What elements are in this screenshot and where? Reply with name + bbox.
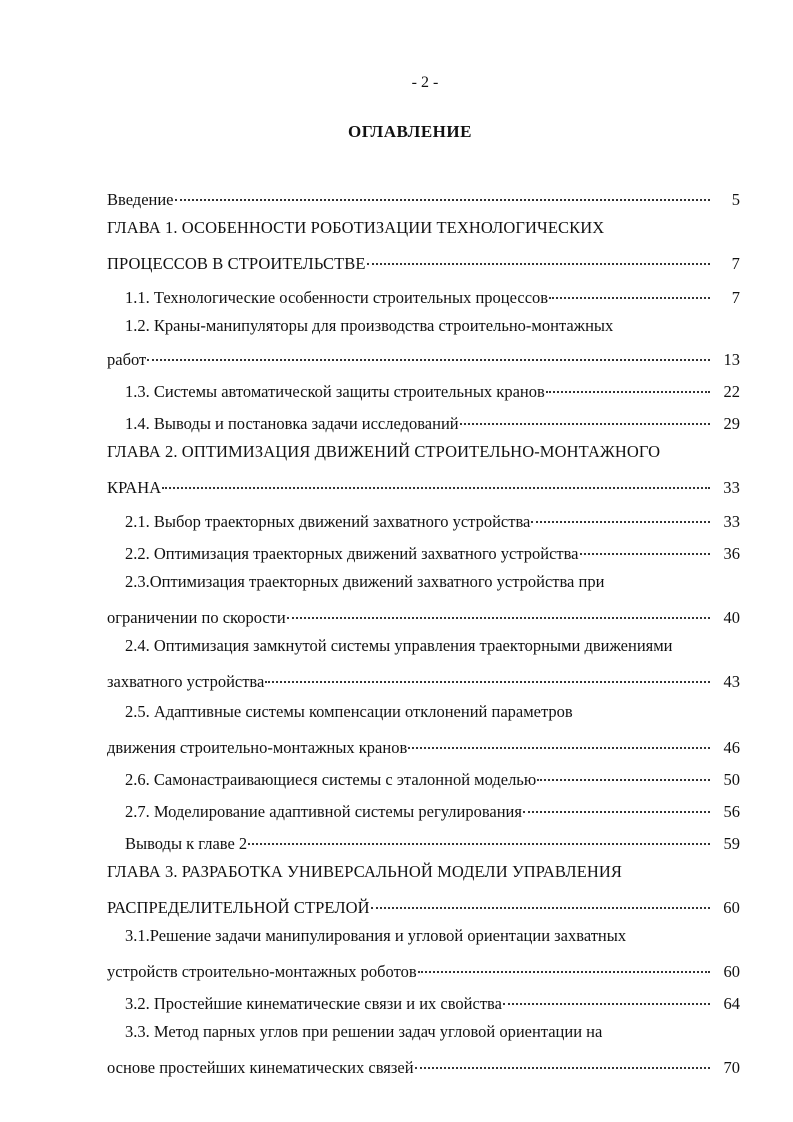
toc-entry: работ 13 <box>107 346 740 370</box>
toc-entry: 1.4. Выводы и постановка задачи исследований 29 <box>125 410 740 434</box>
toc-chapter-heading: ГЛАВА 1. ОСОБЕННОСТИ РОБОТИЗАЦИИ ТЕХНОЛОГИЧЕСКИХ <box>107 218 605 237</box>
toc-chapter-heading: ГЛАВА 3. РАЗРАБОТКА УНИВЕРСАЛЬНОЙ МОДЕЛИ УПРАВЛЕНИЯ <box>107 862 623 881</box>
toc-entry: Введение 5 <box>107 186 740 210</box>
toc-chapter-heading: ГЛАВА 2. ОПТИМИЗАЦИЯ ДВИЖЕНИЙ СТРОИТЕЛЬНО-МОНТАЖНОГО <box>107 442 661 461</box>
toc-entry: движения строительно-монтажных кранов 46 <box>107 734 740 758</box>
toc-entry-line: 2.3.Оптимизация траекторных движений захватного устройства при <box>125 572 605 591</box>
toc-entry: 2.2. Оптимизация траекторных движений захватного устройства 36 <box>125 540 740 564</box>
page-number: - 2 - <box>411 74 439 91</box>
toc-entry: основе простейших кинематических связей 70 <box>107 1054 740 1078</box>
toc-title: ОГЛАВЛЕНИЕ <box>348 122 472 141</box>
toc-entry-line: 2.4. Оптимизация замкнутой системы управления траекторными движениями <box>125 636 673 655</box>
toc-entry-line: 2.5. Адаптивные системы компенсации отклонений параметров <box>125 702 573 721</box>
toc-entry-line: 1.2. Краны-манипуляторы для производства строительно-монтажных <box>125 316 614 335</box>
toc-entry: 1.1. Технологические особенности строительных процессов 7 <box>125 284 740 308</box>
toc-entry: 3.2. Простейшие кинематические связи и их свойства 64 <box>125 990 740 1014</box>
toc-entry: 2.7. Моделирование адаптивной системы регулирования 56 <box>125 798 740 822</box>
toc-entry: РАСПРЕДЕЛИТЕЛЬНОЙ СТРЕЛОЙ 60 <box>107 894 740 918</box>
toc-entry: КРАНА 33 <box>107 474 740 498</box>
toc-entry: Выводы к главе 2 59 <box>125 830 740 854</box>
toc-entry-line: 3.3. Метод парных углов при решении задач угловой ориентации на <box>125 1022 603 1041</box>
toc-entry: устройств строительно-монтажных роботов 60 <box>107 958 740 982</box>
toc-entry-line: 3.1.Решение задачи манипулирования и угловой ориентации захватных <box>125 926 627 945</box>
toc-entry: 2.6. Самонастраивающиеся системы с эталонной моделью 50 <box>125 766 740 790</box>
toc-entry: захватного устройства 43 <box>107 668 740 692</box>
toc-entry: 2.1. Выбор траекторных движений захватного устройства 33 <box>125 508 740 532</box>
toc-entry: ПРОЦЕССОВ В СТРОИТЕЛЬСТВЕ 7 <box>107 250 740 274</box>
toc-entry: ограничении по скорости 40 <box>107 604 740 628</box>
toc-entry: 1.3. Системы автоматической защиты строительных кранов 22 <box>125 378 740 402</box>
